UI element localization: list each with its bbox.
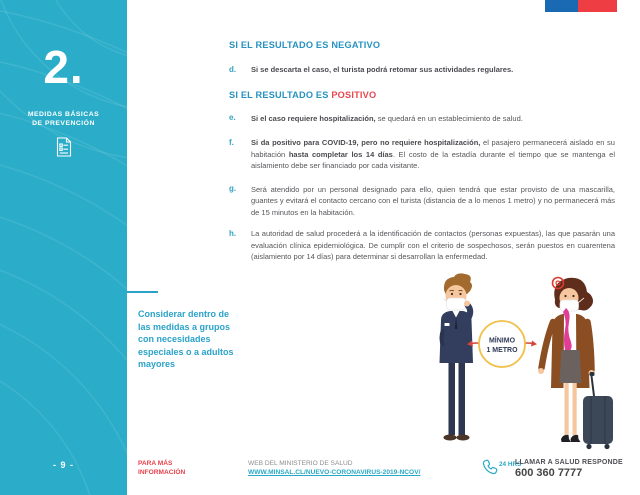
distance-label-line2: 1 METRO <box>486 347 518 354</box>
footer-web-label: WEB DEL MINISTERIO DE SALUD <box>248 460 353 467</box>
list-item-d <box>229 64 615 76</box>
item-text: La autoridad de salud procederá a la identificación de contactos (personas expuestas), las que pasarán una evaluación clínica epidemiológica. De cumplir con el criterio de sospechosos, serán puestos en cuarentena (aislamiento por 14 días) para determinar si desarrollan la enfermedad. <box>251 229 615 261</box>
sidebar <box>0 0 127 495</box>
section-title-line1: MEDIDAS BÁSICAS <box>27 111 100 118</box>
flag-blue-bar <box>545 0 578 12</box>
phone-icon <box>482 459 498 475</box>
illustration-distance <box>405 270 637 454</box>
flag-mark <box>545 0 617 12</box>
item-letter: e. <box>229 113 236 122</box>
page-number: - 9 - <box>52 460 74 470</box>
positive-word: POSITIVO <box>331 89 377 100</box>
list-item-f <box>229 137 615 172</box>
item-text: Si se descarta el caso, el turista podrá retomar sus actividades regulares. <box>251 65 514 74</box>
list-item-e <box>229 113 615 125</box>
item-letter: f. <box>229 137 234 147</box>
section-title <box>0 110 127 128</box>
footer-hours-label: 24 HRS <box>499 461 522 468</box>
footer-web-link[interactable]: WWW.MINSAL.CL/NUEVO-CORONAVIRUS-2019-NCOV/ <box>248 468 421 476</box>
distance-badge <box>467 321 537 367</box>
section-number: 2. <box>43 41 84 93</box>
footer-call-label: LLAMAR A SALUD RESPONDE <box>515 459 623 466</box>
footer-web <box>248 460 420 478</box>
footer-info-label: PARA MÁS INFORMACIÓN <box>138 460 186 476</box>
list-item-g <box>229 184 615 219</box>
item-letter: g. <box>229 184 237 193</box>
distance-label-line1: MÍNIMO <box>488 337 516 345</box>
man-figure <box>440 273 474 440</box>
note-divider <box>127 291 158 293</box>
item-letter: h. <box>229 228 237 238</box>
list-item-h <box>229 228 615 263</box>
footer-phone-number: 600 360 7777 <box>515 467 583 479</box>
item-letter: d. <box>229 64 237 74</box>
item-text: Si el caso requiere hospitalización, se quedará en un establecimiento de salud. <box>251 113 523 123</box>
note-text: Considerar dentro de las medidas a grupos con necesidades especiales o a adultos mayores <box>138 309 234 369</box>
heading-result-positive: SI EL RESULTADO ES POSITIVO <box>229 89 377 100</box>
flag-red-bar <box>578 0 617 12</box>
item-text: Será atendido por un personal designado para ello, quien tendrá que estar provisto de una mascarilla, guantes y evitará el contacto cercano con el turista (distancia de a lo menos 1 metro) y no permanecerá más de 15 minutos en la habitación. <box>251 184 615 217</box>
heading-result-negative: SI EL RESULTADO ES NEGATIVO <box>229 40 381 50</box>
footer-call <box>515 459 623 479</box>
item-text: Si da positivo para COVID-19, pero no requiere hospitalización, el pasajero permanecerá aislado en su habitación hasta completar los 14 días. El costo de la estadía durante el tiempo que se mantenga el aislamiento debe ser financiado por cada visitante. <box>251 138 615 170</box>
main-content <box>229 40 615 263</box>
section-title-line2: DE PREVENCIÓN <box>32 120 95 127</box>
document-icon <box>56 137 72 157</box>
